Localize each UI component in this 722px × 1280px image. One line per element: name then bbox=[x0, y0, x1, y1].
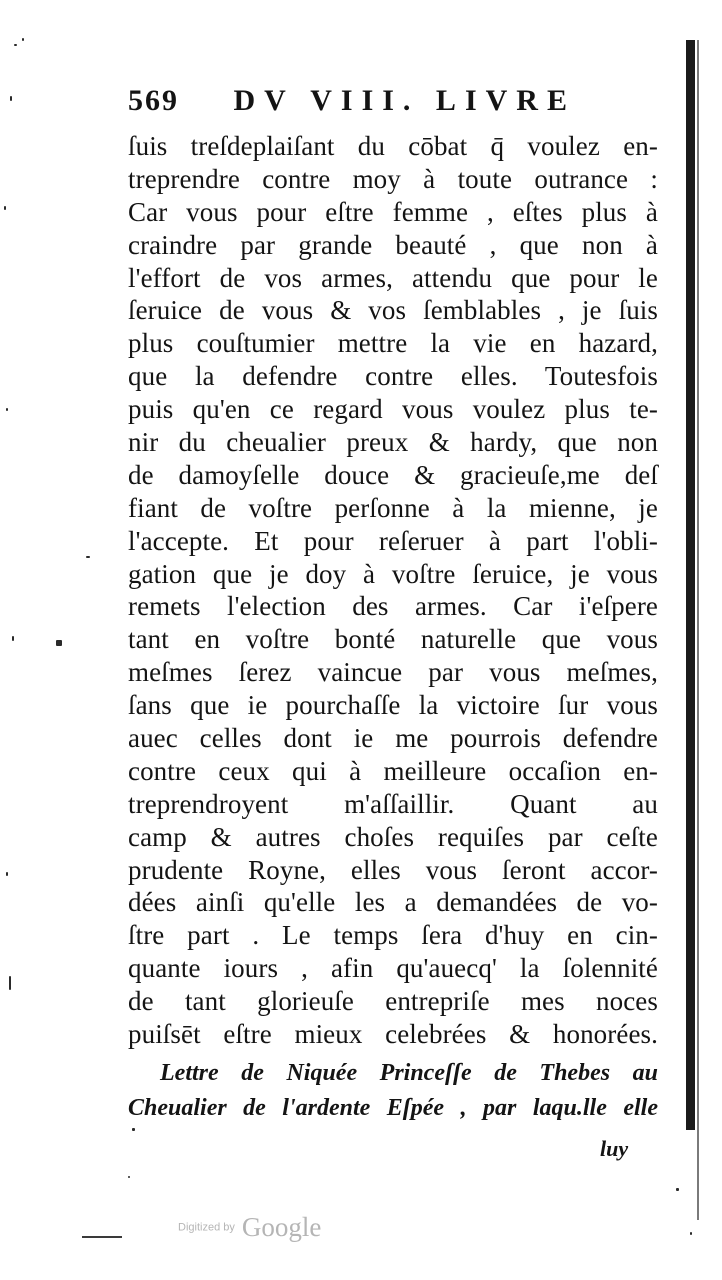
text-line: remets l'election des armes. Car i'eſpere bbox=[128, 591, 658, 622]
text-line: plus couſtumier mettre la vie en hazard, bbox=[128, 328, 658, 359]
text-line: que la defendre contre elles. Toutesfois bbox=[128, 361, 658, 392]
margin-speck bbox=[56, 640, 62, 646]
text-line: puis qu'en ce regard vous voulez plus te- bbox=[128, 394, 658, 425]
margin-speck bbox=[6, 872, 8, 876]
watermark-brand: Google bbox=[241, 1212, 322, 1242]
margin-speck bbox=[6, 408, 8, 411]
text-line: treprendroyent m'aſſaillir. Quant au bbox=[128, 788, 658, 819]
text-line: ſans que ie pourchaſſe la victoire ſur vous bbox=[128, 690, 658, 721]
letter-heading-line: Cheualier de l'ardente Eſpée , par laqu.lle elle bbox=[128, 1095, 658, 1121]
margin-speck bbox=[9, 976, 11, 990]
page-edge-rule bbox=[686, 40, 695, 1130]
margin-speck bbox=[10, 96, 12, 101]
text-line: l'accepte. Et pour reſeruer à part l'obli- bbox=[128, 525, 658, 556]
watermark-prefix: Digitized by bbox=[178, 1221, 235, 1234]
text-line: l'effort de vos armes, attendu que pour le bbox=[128, 262, 658, 293]
text-line: auec celles dont ie me pourrois defendre bbox=[128, 723, 658, 754]
text-line: quante iours , afin qu'auecq' la ſolennité bbox=[128, 953, 658, 984]
text-line: de damoyſelle douce & gracieuſe,me deſ bbox=[128, 459, 658, 490]
margin-speck bbox=[22, 38, 24, 41]
margin-speck bbox=[12, 636, 14, 641]
text-line: craindre par grande beauté , que non à bbox=[128, 229, 658, 260]
text-line: puiſsēt eſtre mieux celebrées & honorées. bbox=[128, 1019, 658, 1050]
digitization-watermark bbox=[178, 1212, 321, 1248]
text-line: treprendre contre moy à toute outrance : bbox=[128, 163, 658, 194]
margin-speck bbox=[86, 556, 90, 558]
text-line: ſtre part . Le temps ſera d'huy en cin- bbox=[128, 920, 658, 951]
text-line: de tant glorieuſe entrepriſe mes noces bbox=[128, 986, 658, 1017]
margin-speck bbox=[132, 1128, 135, 1131]
text-line: Car vous pour eſtre femme , eſtes plus à bbox=[128, 196, 658, 227]
page-edge-shadow bbox=[697, 40, 699, 1220]
text-line: contre ceux qui à meilleure occaſion en- bbox=[128, 755, 658, 786]
text-line: ſeruice de vous & vos ſemblables , je ſuis bbox=[128, 295, 658, 326]
catchword: luy bbox=[600, 1136, 629, 1161]
body-text bbox=[128, 130, 658, 1051]
text-line: tant en voſtre bonté naturelle que vous bbox=[128, 624, 658, 655]
margin-speck bbox=[4, 206, 6, 210]
bottom-mark bbox=[82, 1236, 122, 1238]
margin-speck bbox=[14, 44, 17, 46]
text-line: gation que je doy à voſtre ſeruice, je vous bbox=[128, 558, 658, 589]
margin-speck bbox=[676, 1188, 679, 1191]
text-line: camp & autres choſes requiſes par ceſte bbox=[128, 821, 658, 852]
book-section-title: DV VIII. LIVRE bbox=[233, 84, 576, 117]
text-line: fiant de voſtre perſonne à la mienne, je bbox=[128, 492, 658, 523]
text-line: nir du cheualier preux & hardy, que non bbox=[128, 427, 658, 458]
page-number: 569 bbox=[128, 84, 179, 117]
margin-speck bbox=[690, 1232, 692, 1235]
text-line: dées ainſi qu'elle les a demandées de vo- bbox=[128, 887, 658, 918]
letter-heading bbox=[128, 1056, 658, 1126]
margin-speck bbox=[128, 1176, 130, 1178]
text-line: prudente Royne, elles vous ſeront accor- bbox=[128, 854, 658, 885]
running-head bbox=[128, 84, 648, 120]
text-line: meſmes ſerez vaincue par vous meſmes, bbox=[128, 657, 658, 688]
text-line: ſuis treſdeplaiſant du cōbat q̄ voulez en- bbox=[128, 131, 658, 161]
letter-heading-line: Lettre de Niquée Princeſſe de Thebes au bbox=[160, 1060, 658, 1086]
